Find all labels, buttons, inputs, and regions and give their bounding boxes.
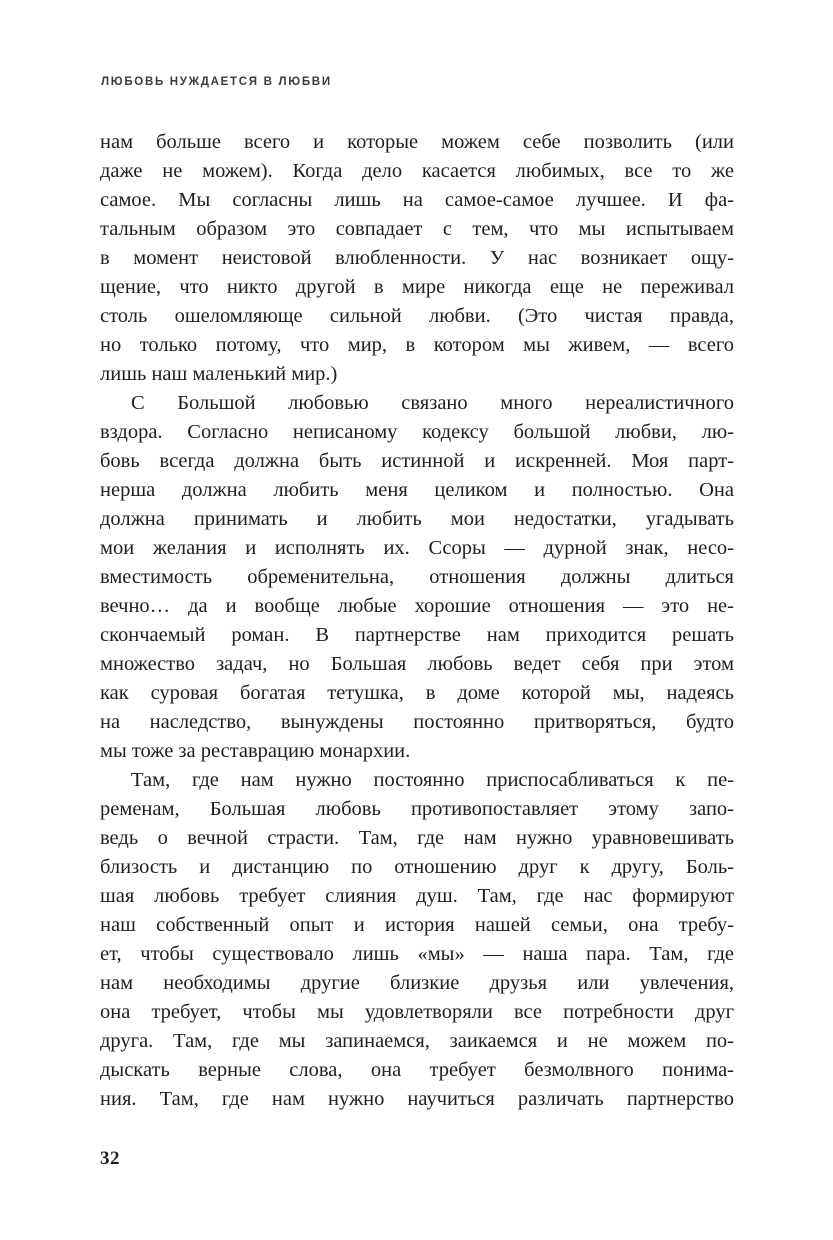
text-line: как суровая богатая тетушка, в доме которой мы, надеясь	[100, 682, 734, 704]
text-line: близость и дистанцию по отношению друг к другу, Боль-	[100, 856, 734, 878]
text-line: шая любовь требует слияния душ. Там, где нас формируют	[100, 885, 734, 907]
body-text	[100, 128, 734, 1114]
text-line: тальным образом это совпадает с тем, что мы испытываем	[100, 218, 734, 240]
paragraph	[100, 389, 734, 766]
text-line: дыскать верные слова, она требует безмолвного понима-	[100, 1059, 734, 1081]
text-line: должна принимать и любить мои недостатки, угадывать	[100, 508, 734, 530]
text-line: щение, что никто другой в мире никогда еще не переживал	[100, 276, 734, 298]
text-line: мы тоже за реставрацию монархии.	[100, 740, 411, 762]
text-line: на наследство, вынуждены постоянно притворяться, будто	[100, 711, 734, 733]
text-line: скончаемый роман. В партнерстве нам приходится решать	[100, 624, 734, 646]
running-header: ЛЮБОВЬ НУЖДАЕТСЯ В ЛЮБВИ	[101, 76, 332, 88]
paragraph	[100, 766, 734, 1114]
text-line: ведь о вечной страсти. Там, где нам нужно уравновешивать	[100, 827, 734, 849]
text-line: Там, где нам нужно постоянно приспосабливаться к пе-	[131, 769, 734, 791]
text-line: мои желания и исполнять их. Ссоры — дурной знак, несо-	[100, 537, 734, 559]
text-line: ния. Там, где нам нужно научиться различать партнерство	[100, 1088, 734, 1110]
text-line: в момент неистовой влюбленности. У нас возникает ощу-	[100, 247, 734, 269]
text-line: нам больше всего и которые можем себе позволить (или	[100, 131, 734, 153]
text-line: ременам, Большая любовь противопоставляет этому запо-	[100, 798, 734, 820]
paragraph	[100, 128, 734, 389]
text-line: С Большой любовью связано много нереалистичного	[131, 392, 734, 414]
page-number: 32	[100, 1148, 120, 1169]
text-line: множество задач, но Большая любовь ведет себя при этом	[100, 653, 734, 675]
text-line: вместимость обременительна, отношения должны длиться	[100, 566, 734, 588]
text-line: даже не можем). Когда дело касается любимых, все то же	[100, 160, 734, 182]
text-line: но только потому, что мир, в котором мы живем, — всего	[100, 334, 734, 356]
text-line: наш собственный опыт и история нашей семьи, она требу-	[100, 914, 734, 936]
text-line: нерша должна любить меня целиком и полностью. Она	[100, 479, 734, 501]
text-line: самое. Мы согласны лишь на самое-самое лучшее. И фа-	[100, 189, 734, 211]
text-line: лишь наш маленький мир.)	[100, 363, 338, 385]
text-line: друга. Там, где мы запинаемся, заикаемся и не можем по-	[100, 1030, 734, 1052]
text-line: бовь всегда должна быть истинной и искренней. Моя парт-	[100, 450, 734, 472]
text-line: вечно… да и вообще любые хорошие отношения — это не-	[100, 595, 734, 617]
text-line: нам необходимы другие близкие друзья или увлечения,	[100, 972, 734, 994]
text-line: ет, чтобы существовало лишь «мы» — наша пара. Там, где	[100, 943, 734, 965]
text-line: столь ошеломляюще сильной любви. (Это чистая правда,	[100, 305, 734, 327]
text-line: вздора. Согласно неписаному кодексу большой любви, лю-	[100, 421, 734, 443]
text-line: она требует, чтобы мы удовлетворяли все потребности друг	[100, 1001, 734, 1023]
